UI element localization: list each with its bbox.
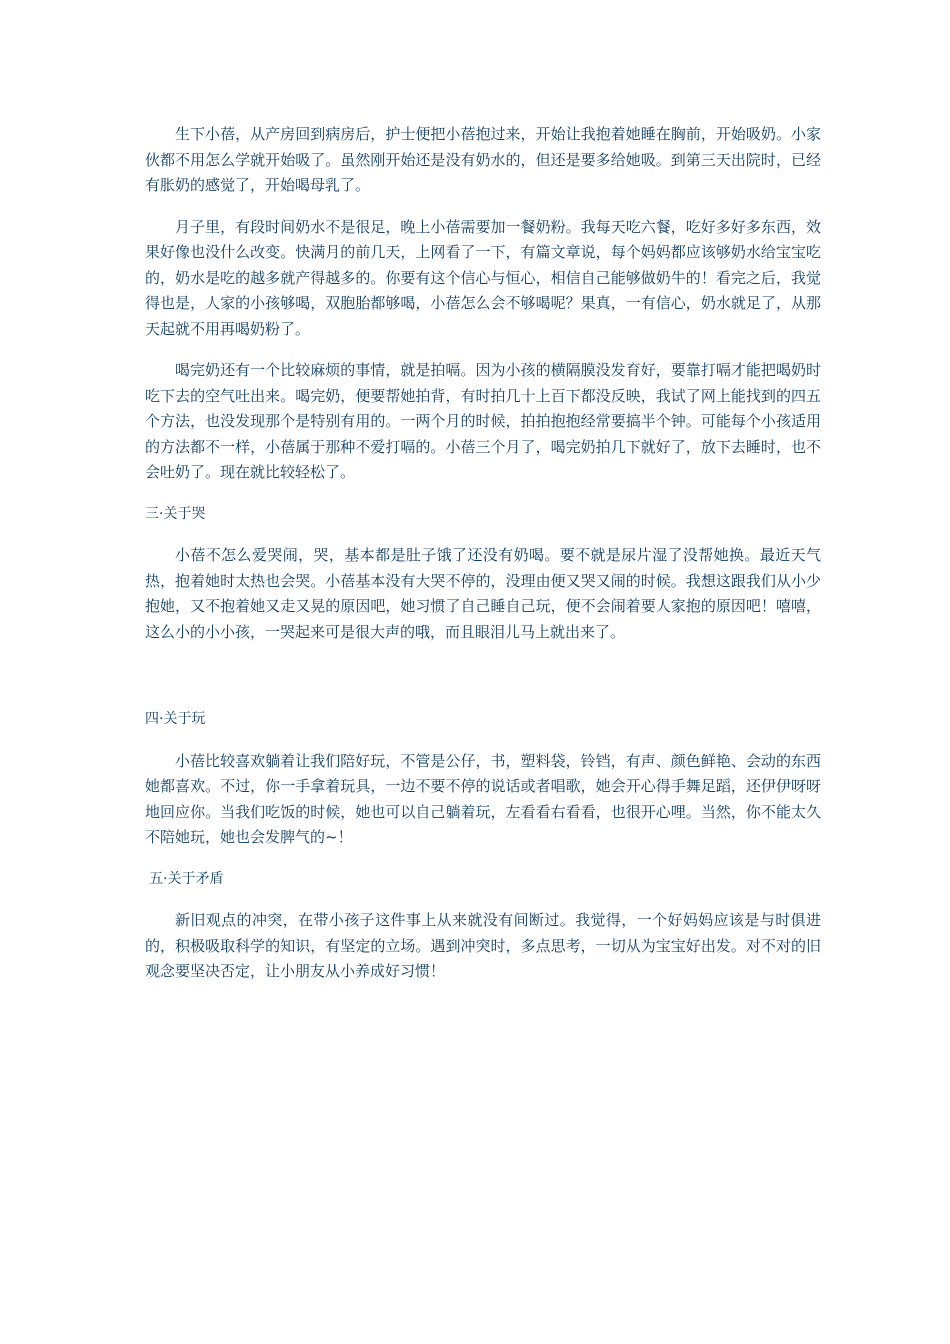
paragraph-playing: 小蓓比较喜欢躺着让我们陪好玩，不管是公仔，书，塑料袋，铃铛，有声、颜色鲜艳、会动的东西她都喜欢。不过，你一手拿着玩具，一边不要不停的说话或者唱歌，她会开心得手舞足蹈，还伊伊呀呀地回应你。当我们吃饭的时候，她也可以自己躺着玩，左看看右看看，也很开心哩。当然，你不能太久不陪她玩，她也会发脾气的~！ — [145, 751, 821, 846]
heading-crying: 三·关于哭 — [145, 505, 206, 522]
document-page — [145, 122, 821, 1001]
paragraph-crying: 小蓓不怎么爱哭闹，哭，基本都是肚子饿了还没有奶喝。要不就是尿片湿了没帮她换。最近天气热，抱着她时太热也会哭。小蓓基本没有大哭不停的，没理由便又哭又闹的时候。我想这跟我们从小少抱她，又不抱着她又走又晃的原因吧，她习惯了自己睡自己玩，便不会闹着要人家抱的原因吧！嘻嘻，这么小的小小孩，一哭起来可是很大声的哦，而且眼泪儿马上就出来了。 — [145, 546, 821, 641]
blank-spacer — [145, 661, 821, 707]
paragraph-milk-supply: 月子里，有段时间奶水不是很足，晚上小蓓需要加一餐奶粉。我每天吃六餐，吃好多好多东西，效果好像也没什么改变。快满月的前几天，上网看了一下，有篇文章说，每个妈妈都应该够奶水给宝宝吃的，奶水是吃的越多就产得越多的。你要有这个信心与恒心，相信自己能够做奶牛的！看完之后，我觉得也是，人家的小孩够喝，双胞胎都够喝，小蓓怎么会不够喝呢？果真，一有信心，奶水就足了，从那天起就不用再喝奶粉了。 — [145, 217, 821, 338]
paragraph-burping: 喝完奶还有一个比较麻烦的事情，就是拍嗝。因为小孩的横隔膜没发育好，要靠打嗝才能把喝奶时吃下去的空气吐出来。喝完奶，便要帮她拍背，有时拍几十上百下都没反映，我试了网上能找到的四五个方法，也没发现那个是特别有用的。一两个月的时候，拍拍抱抱经常要搞半个钟。可能每个小孩适用的方法都不一样，小蓓属于那种不爱打嗝的。小蓓三个月了，喝完奶拍几下就好了，放下去睡时，也不会吐奶了。现在就比较轻松了。 — [145, 361, 821, 481]
heading-conflict: 五·关于矛盾 — [149, 870, 224, 887]
heading-playing: 四·关于玩 — [145, 711, 206, 727]
paragraph-birth: 生下小蓓，从产房回到病房后，护士便把小蓓抱过来，开始让我抱着她睡在胸前，开始吸奶。小家伙都不用怎么学就开始吸了。虽然刚开始还是没有奶水的，但还是要多给她吸。到第三天出院时，已经有胀奶的感觉了，开始喝母乳了。 — [145, 125, 821, 194]
paragraph-conflict: 新旧观点的冲突，在带小孩子这件事上从来就没有间断过。我觉得，一个好妈妈应该是与时俱进的，积极吸取科学的知识，有坚定的立场。遇到冲突时，多点思考，一切从为宝宝好出发。对不对的旧观念要坚决否定，让小朋友从小养成好习惯！ — [145, 911, 821, 980]
